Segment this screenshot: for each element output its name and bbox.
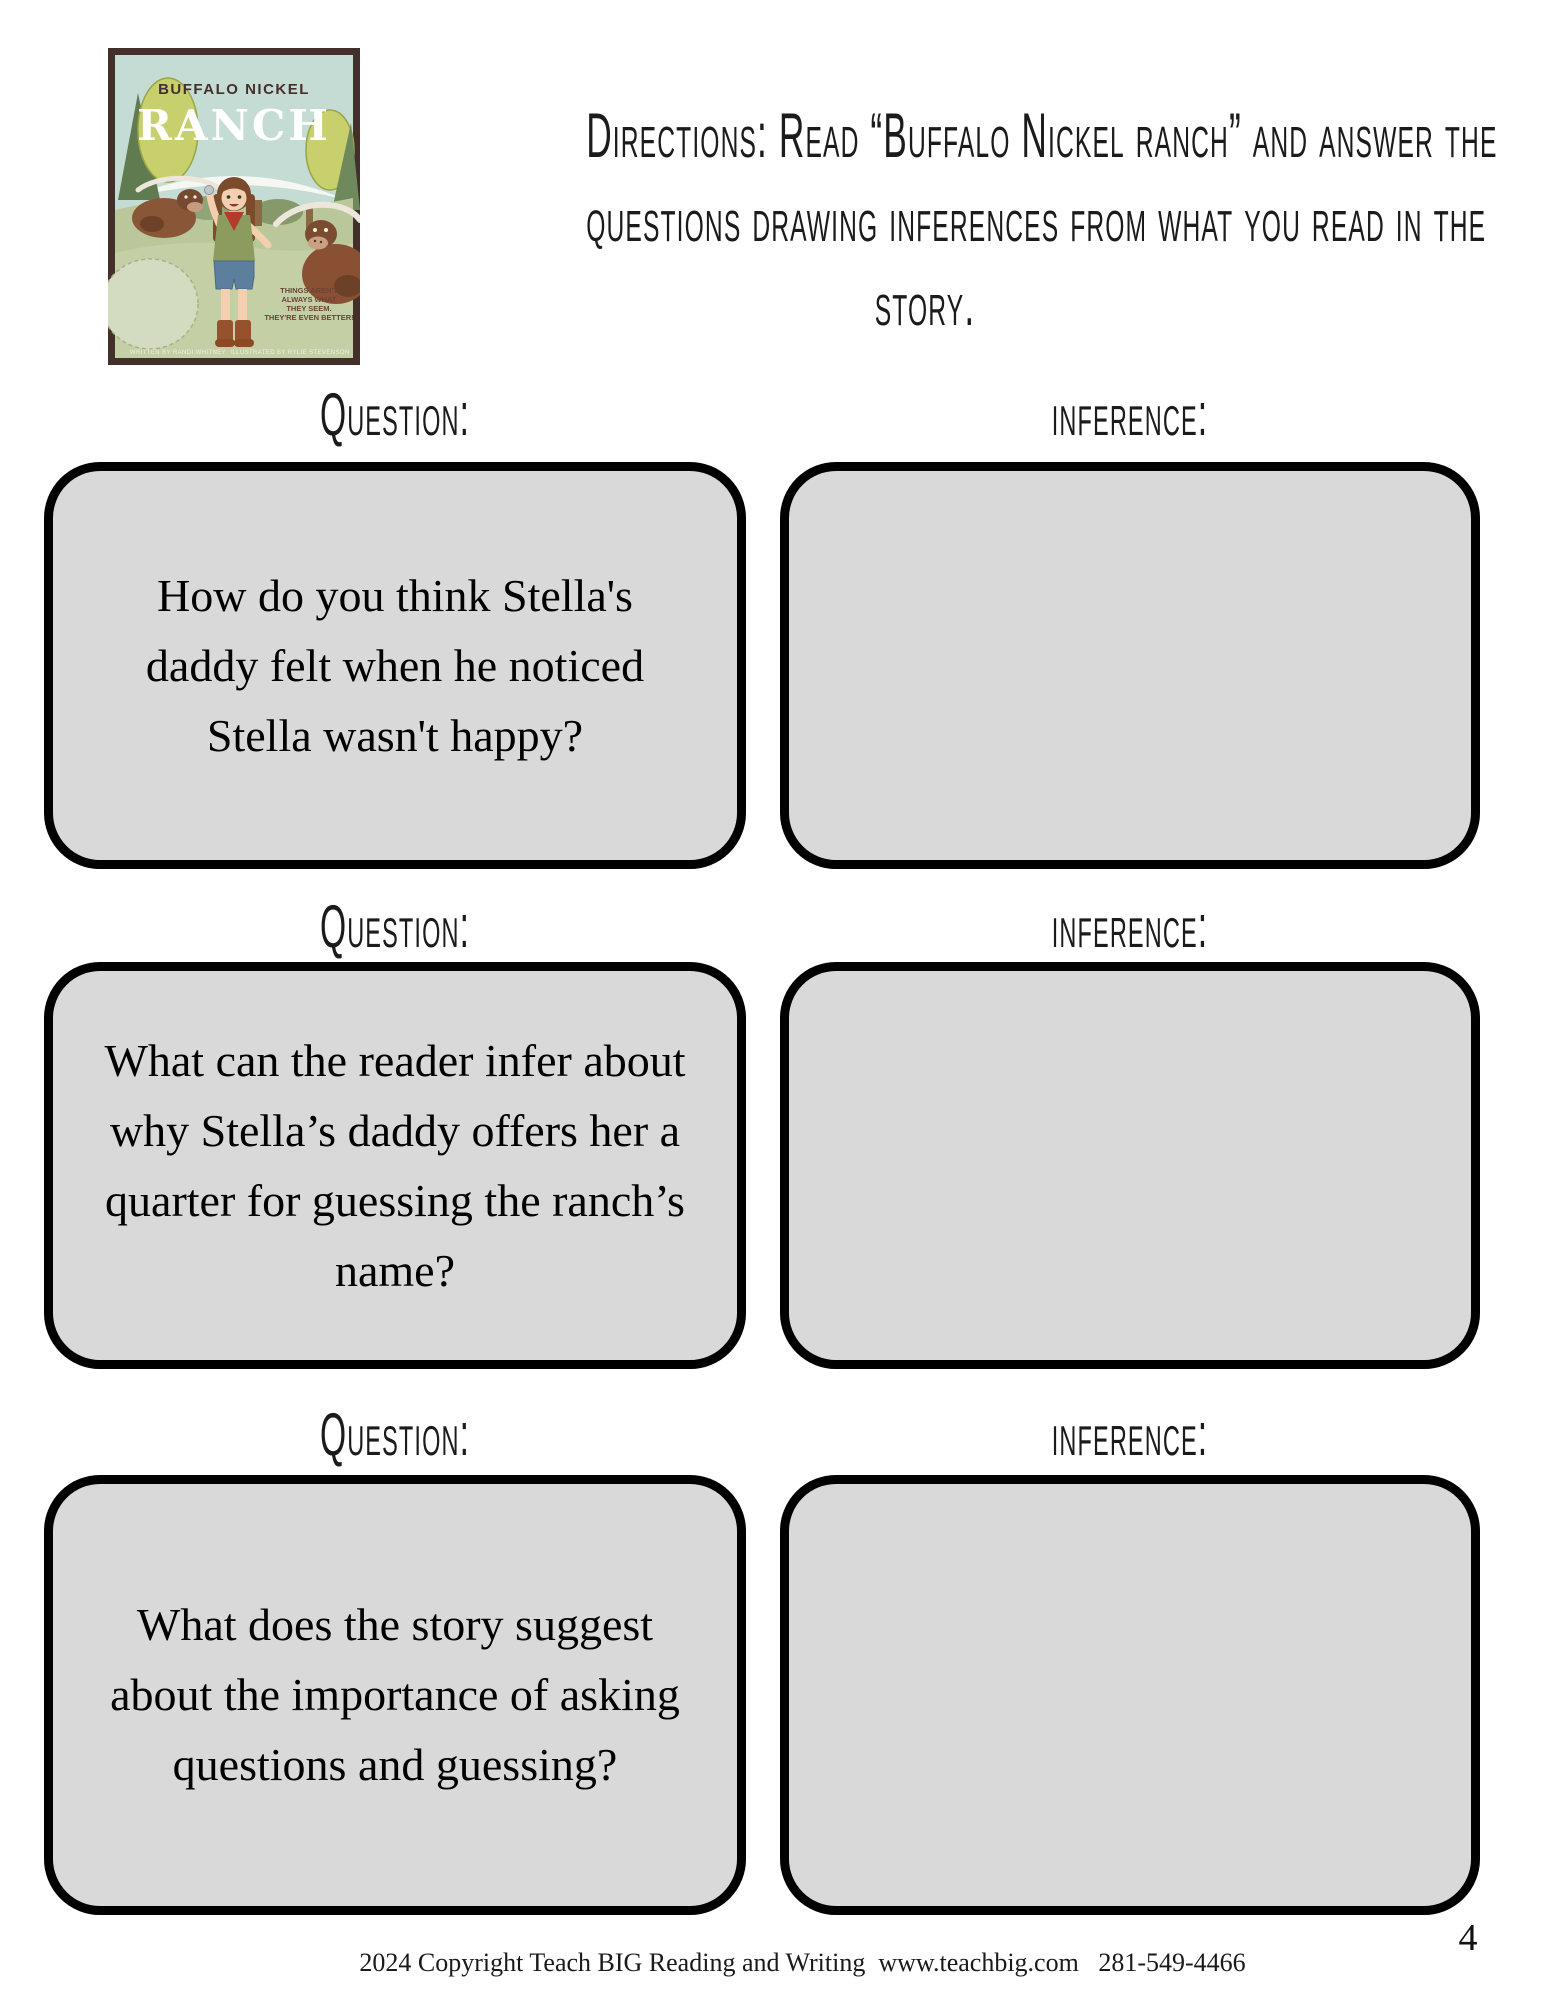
- question-label: Question:: [319, 1401, 471, 1468]
- directions-text: [320, 94, 1530, 346]
- svg-text:ILLUSTRATED BY RYLIE STEVENSON: ILLUSTRATED BY RYLIE STEVENSON: [230, 350, 350, 356]
- question-box-1: [44, 462, 746, 869]
- question-line: How do you think Stella's: [157, 569, 633, 621]
- page-number: 4: [1458, 1917, 1478, 1959]
- cover-title-top: BUFFALO NICKEL: [158, 81, 310, 98]
- question-line: quarter for guessing the ranch’s: [105, 1174, 685, 1226]
- question-line: What can the reader infer about: [104, 1034, 686, 1086]
- question-label: Question:: [319, 381, 471, 448]
- label-row-2: [44, 890, 1480, 964]
- copyright-footer: 2024 Copyright Teach BIG Reading and Writing www.teachbig.com 281-549-4466: [359, 1948, 1246, 1977]
- svg-text:ALWAYS WHAT: ALWAYS WHAT: [281, 295, 337, 304]
- box-row-2: [44, 962, 1480, 1369]
- question-text-2: [104, 1026, 685, 1306]
- inference-answer-box-1: [780, 462, 1480, 869]
- svg-text:WRITTEN BY RANDI WHITNEY: WRITTEN BY RANDI WHITNEY: [129, 350, 227, 356]
- question-line: questions and guessing?: [172, 1739, 618, 1790]
- box-row-1: [44, 462, 1480, 869]
- svg-text:THEY'RE EVEN BETTER!: THEY'RE EVEN BETTER!: [264, 313, 354, 322]
- question-line: name?: [334, 1244, 455, 1296]
- question-line: daddy felt when he noticed: [145, 639, 645, 691]
- svg-text:THEY SEEM.: THEY SEEM.: [286, 304, 332, 313]
- box-row-3: [44, 1475, 1480, 1915]
- inference-label: inference:: [1051, 381, 1209, 448]
- label-row-3: [44, 1398, 1480, 1472]
- question-box-2: [44, 962, 746, 1369]
- question-box-3: [44, 1475, 746, 1915]
- question-line: about the importance of asking: [110, 1669, 680, 1720]
- directions-line: Directions: Read “Buffalo Nickel ranch” and answer the: [586, 101, 1498, 171]
- directions-line: questions drawing inferences from what you read in the: [586, 185, 1487, 255]
- question-line: why Stella’s daddy offers her a: [109, 1104, 681, 1156]
- question-line: What does the story suggest: [136, 1599, 654, 1650]
- svg-text:THINGS AREN'T: THINGS AREN'T: [280, 286, 338, 295]
- nickel-coin: [205, 186, 214, 195]
- question-text-3: [110, 1590, 680, 1800]
- inference-label: inference:: [1051, 893, 1209, 960]
- inference-answer-box-2: [780, 962, 1480, 1369]
- directions-line: story.: [874, 269, 976, 339]
- inference-answer-box-3: [780, 1475, 1480, 1915]
- question-text-1: [146, 561, 644, 771]
- inference-label: inference:: [1051, 1401, 1209, 1468]
- cover-credits: [130, 350, 350, 356]
- fence-post-mid: [255, 200, 262, 226]
- label-row-1: [44, 378, 1480, 452]
- cover-title-main: RANCH: [137, 101, 331, 150]
- question-line: Stella wasn't happy?: [206, 709, 584, 761]
- question-label: Question:: [319, 893, 471, 960]
